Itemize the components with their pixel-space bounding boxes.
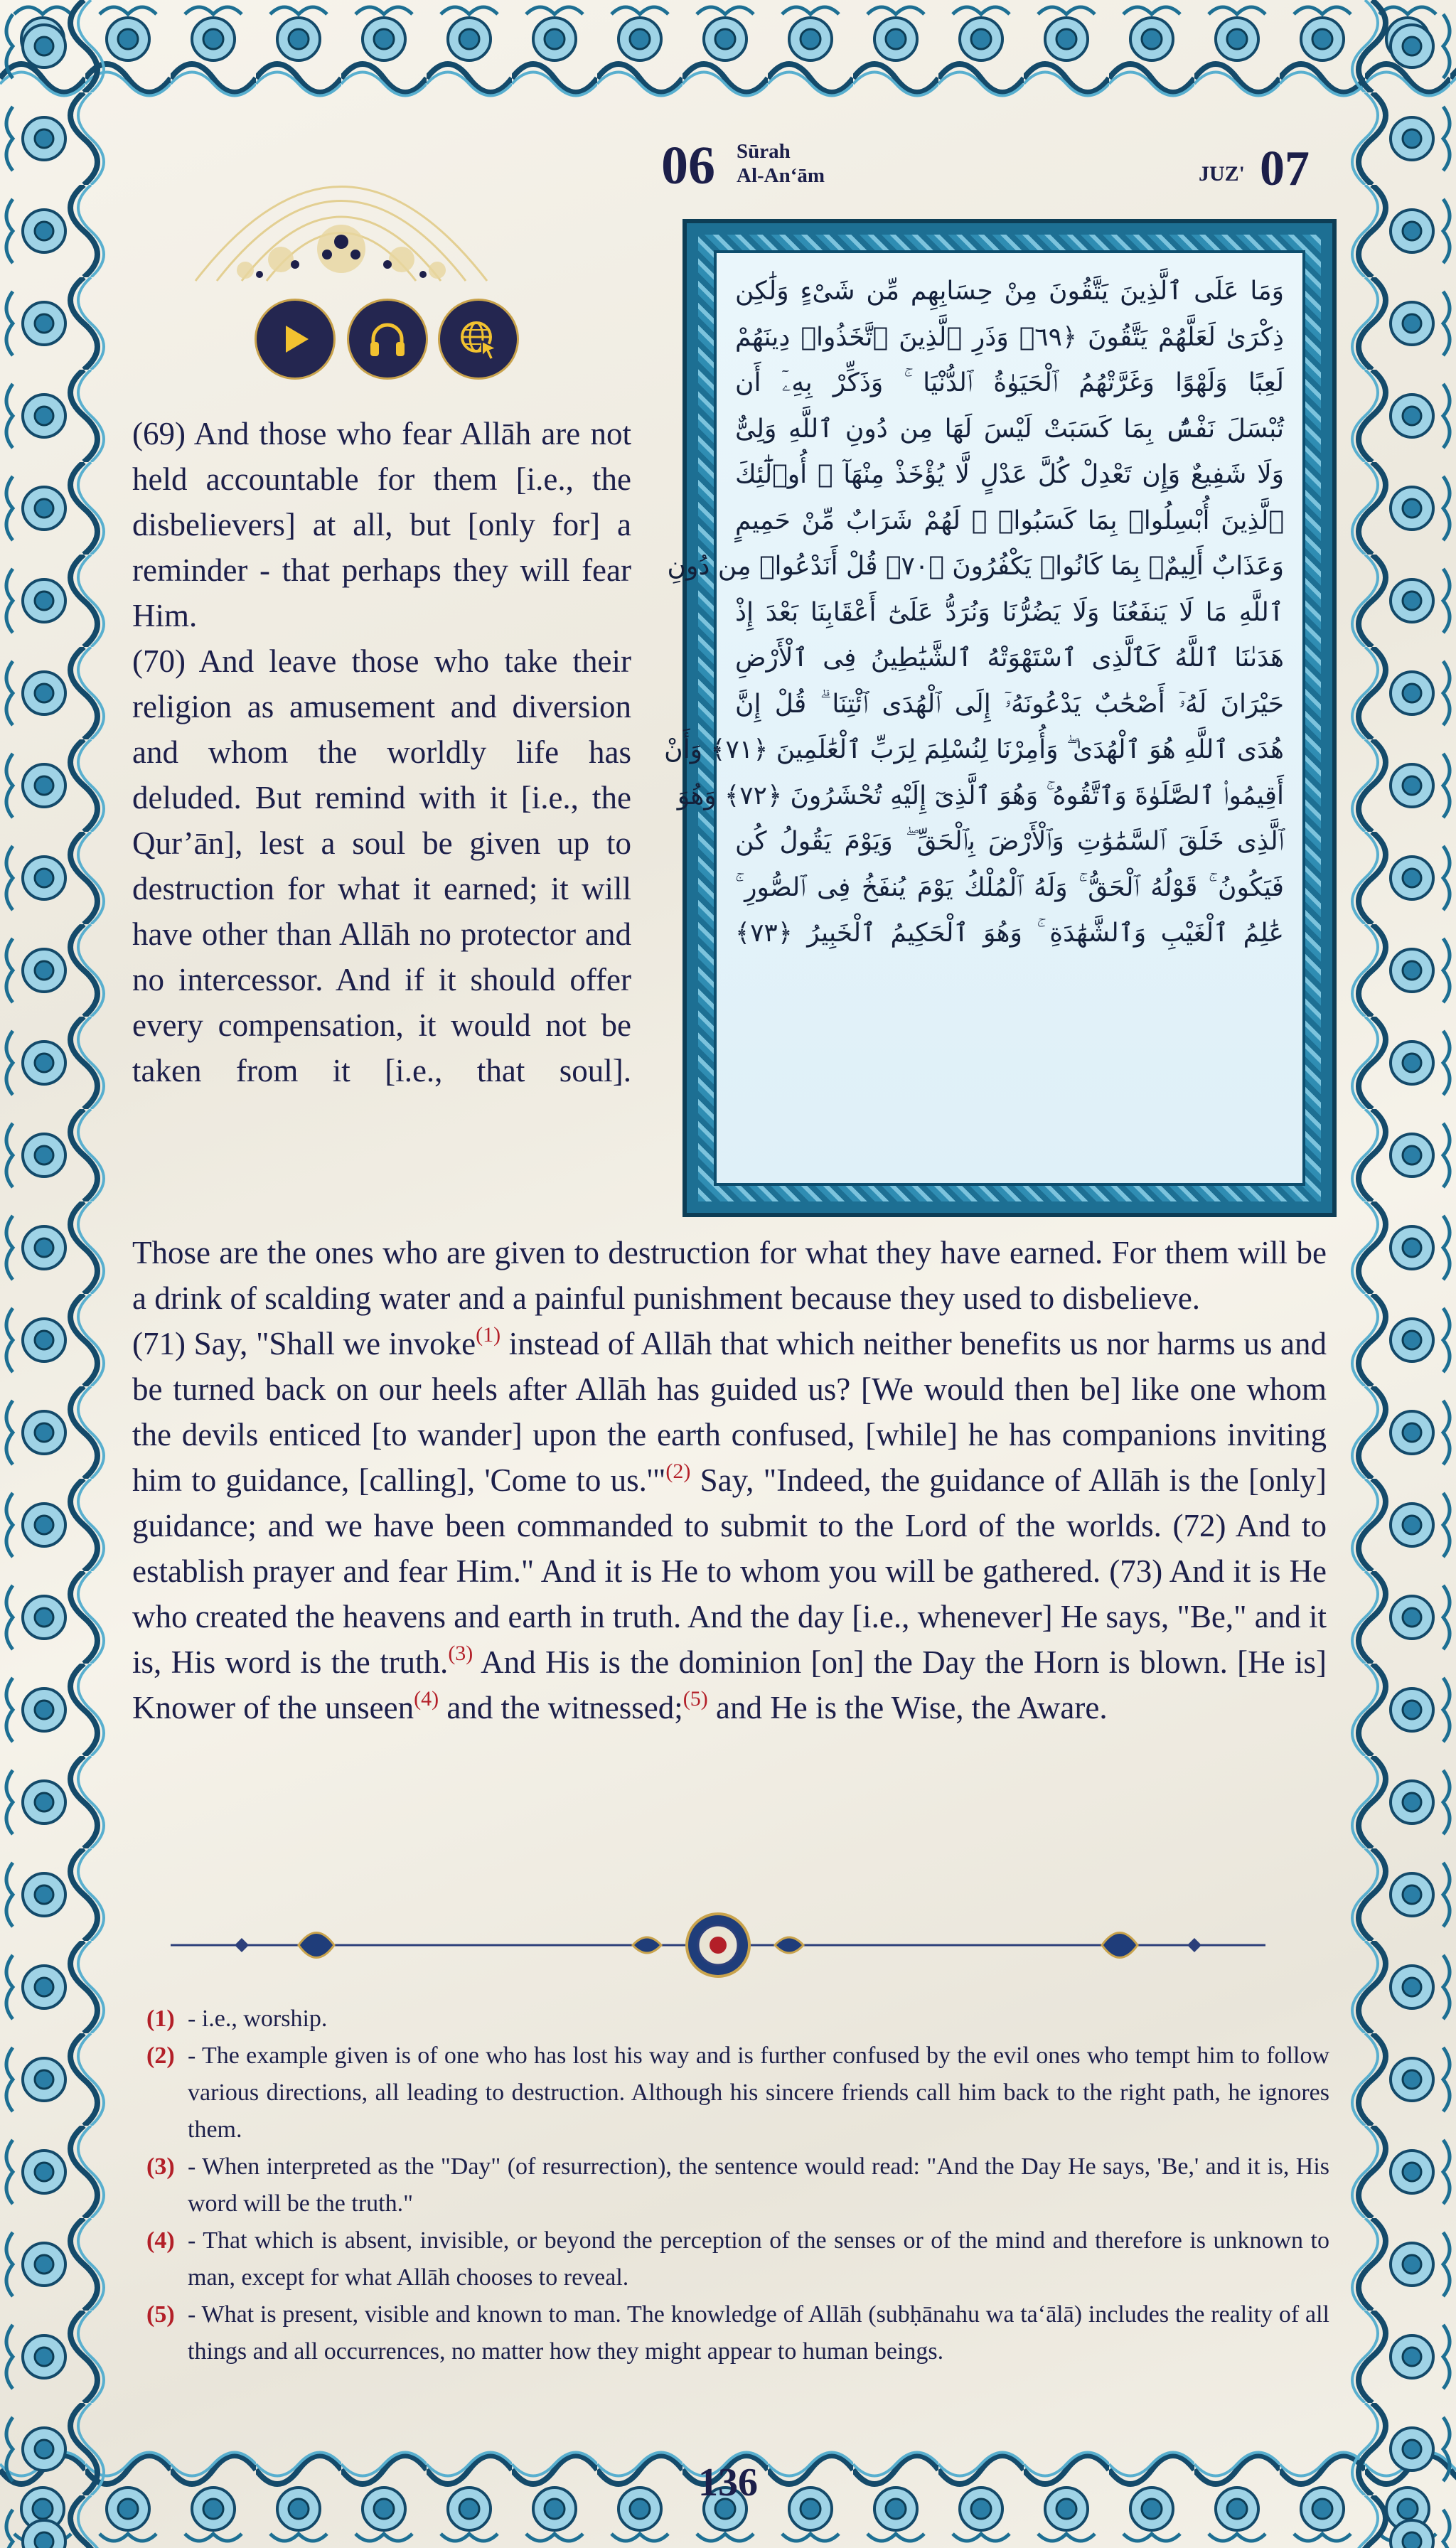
footnote-ref-3[interactable]: (3) [448, 1642, 473, 1665]
footnote-text: - i.e., worship. [188, 2006, 328, 2032]
footnote-4 [146, 2222, 1329, 2296]
headphones-icon [366, 318, 409, 360]
footnote-1 [146, 2001, 1329, 2038]
arabic-line: وَلَا شَفِيعٌ وَإِن تَعْدِلْ كُلَّ عَدْلٍ لَّا يُؤْخَذْ مِنْهَآ ۗ أُو۟لَٰٓئِكَ [735, 460, 1284, 489]
footnote-5 [146, 2296, 1329, 2370]
footnote-2 [146, 2038, 1329, 2148]
surah-number: 06 [661, 136, 715, 196]
footnote-text: - When interpreted as the "Day" (of resurrection), the sentence would read: "And the Day He says, 'Be,' and it is, His word will be the truth." [188, 2153, 1329, 2217]
footnote-ref-4[interactable]: (4) [414, 1687, 439, 1711]
verse-71-73-part: Say, "Indeed, the guidance of Allāh is the [only] guidance; and we have been commanded to submit to the Lord of the worlds. (72) And to establish prayer and fear Him." And it is He to whom you will be gathered. (73) And it is He who created the heavens and earth in truth. And the day [i.e., whenever] He says, "Be," and it is, His word is the truth. [132, 1462, 1327, 1680]
verse-71-part: instead of Allāh that which neither benefits us nor harms us and be turned back on our heels after Allāh has guided us? [We would then be] like one whom the devils enticed [to wander] upon the earth confused, [while] he has companions inviting him to guidance, [calling], 'Come to us.'" [132, 1326, 1327, 1498]
verse-71-part: (71) Say, "Shall we invoke [132, 1326, 476, 1361]
footnote-marker: (5) [146, 2301, 175, 2328]
play-button[interactable] [255, 299, 336, 380]
surah-title [737, 139, 825, 188]
arabic-panel-border [664, 235, 1321, 1201]
ornamental-border-right [1342, 0, 1456, 2548]
footnote-marker: (1) [146, 2006, 175, 2032]
arabic-text-panel [664, 219, 1337, 1217]
surah-name: Al-An‘ām [737, 164, 825, 187]
juz-number: 07 [1260, 141, 1310, 196]
verse-71-73-text [132, 1321, 1327, 1730]
footnote-ref-2[interactable]: (2) [665, 1460, 691, 1483]
verse-70-end-text: Those are the ones who are given to destruction for what they have earned. For them will be a drink of scalding water and a painful punishment because they used to disbelieve. [132, 1235, 1327, 1316]
footnotes [146, 2001, 1329, 2370]
footnote-3 [146, 2148, 1329, 2222]
surah-word: Sūrah [737, 140, 791, 163]
footnote-ref-1[interactable]: (1) [476, 1323, 501, 1347]
play-icon [276, 320, 314, 358]
footnote-marker: (2) [146, 2043, 175, 2069]
juz-label: JUZ' [1199, 162, 1246, 186]
page-number: 136 [698, 2461, 758, 2505]
arabic-line: ذِكْرَىٰ لَعَلَّهُمْ يَتَّقُونَ ﴿٦٩﴾ وَذَرِ ٱلَّذِينَ ٱتَّخَذُوا۟ دِينَهُمْ [735, 322, 1284, 352]
verse-69-text: (69) And those who fear Allāh are not held accountable for them [i.e., the disbelievers] at all, but [only for] a reminder - that perhaps they will fear Him. [132, 416, 631, 633]
ornamental-border-left [0, 0, 114, 2548]
verse-73-part: and He is the Wise, the Aware. [707, 1690, 1108, 1725]
ornamental-border-top [0, 0, 1456, 107]
arabic-line: تُبْسَلَ نَفْسٌۢ بِمَا كَسَبَتْ لَيْسَ لَهَا مِن دُونِ ٱللَّهِ وَلِىٌّ [735, 414, 1284, 444]
arabic-line: ٱللَّهِ مَا لَا يَنفَعُنَا وَلَا يَضُرُّنَا وَنُرَدُّ عَلَىٰٓ أَعْقَابِنَا بَعْدَ إِذْ [735, 597, 1284, 627]
arabic-line: أَقِيمُوا۟ ٱلصَّلَوٰةَ وَٱتَّقُوهُ ۚ وَهُوَ ٱلَّذِىٓ إِلَيْهِ تُحْشَرُونَ ﴿٧٢﴾ وَهُوَ [677, 781, 1284, 810]
translation-column [132, 411, 631, 1093]
arabic-line: عَٰلِمُ ٱلْغَيْبِ وَٱلشَّهَٰدَةِ ۚ وَهُوَ ٱلْحَكِيمُ ٱلْخَبِيرُ ﴿٧٣﴾ [735, 919, 1284, 948]
arabic-text-box [664, 250, 1305, 1186]
verse-73-part: and the witnessed; [439, 1690, 683, 1725]
footnote-marker: (4) [146, 2227, 175, 2254]
arabic-line: ٱلَّذِى خَلَقَ ٱلسَّمَٰوَٰتِ وَٱلْأَرْضَ بِٱلْحَقِّ ۖ وَيَوْمَ يَقُولُ كُن [735, 827, 1284, 856]
audio-button[interactable] [347, 299, 428, 380]
arabic-line: وَمَا عَلَى ٱلَّذِينَ يَتَّقُونَ مِنْ حِسَابِهِم مِّن شَىْءٍ وَلَٰكِن [735, 277, 1284, 306]
arabic-line: حَيْرَانَ لَهُۥٓ أَصْحَٰبٌ يَدْعُونَهُۥٓ إِلَى ٱلْهُدَى ٱئْتِنَا ۗ قُلْ إِنَّ [735, 689, 1284, 719]
website-button[interactable] [438, 299, 519, 380]
footnote-text: - What is present, visible and known to man. The knowledge of Allāh (subḥānahu wa ta‘ālā) includes the reality of all things and all occurrences, no matter how they might appear to human beings. [188, 2301, 1329, 2365]
arabic-line: لَعِبًا وَلَهْوًا وَغَرَّتْهُمُ ٱلْحَيَوٰةُ ٱلدُّنْيَا ۚ وَذَكِّرْ بِهِۦٓ أَن [735, 368, 1284, 397]
footnote-ref-5[interactable]: (5) [682, 1687, 708, 1711]
globe-cursor-icon [456, 317, 500, 361]
arabic-line: وَعَذَابٌ أَلِيمٌۢ بِمَا كَانُوا۟ يَكْفُرُونَ ﴿٧٠﴾ قُلْ أَنَدْعُوا۟ مِن دُونِ [667, 552, 1284, 581]
verse-70-text: (70) And leave those who take their religion as amusement and diversion and whom the worldly life has deluded. But remind with it [i.e., the Qur’ān], lest a soul be given up to destruction for what it earned; it will have other than Allāh no protector and no intercessor. And if it should offer every compensation, it would not be taken from it [i.e., that soul]. [132, 643, 631, 1088]
arabic-line: ٱلَّذِينَ أُبْسِلُوا۟ بِمَا كَسَبُوا۟ ۖ لَهُمْ شَرَابٌ مِّنْ حَمِيمٍ [735, 505, 1284, 535]
footnote-text: - The example given is of one who has lost his way and is further confused by the evil ones who tempt him to follow various directions, all leading to destruction. Although his sincere friends call him back to the right path, he ignores them. [188, 2043, 1329, 2143]
ornamental-divider [164, 1910, 1273, 1981]
arabic-line: هُدَى ٱللَّهِ هُوَ ٱلْهُدَىٰ ۖ وَأُمِرْنَا لِنُسْلِمَ لِرَبِّ ٱلْعَٰلَمِينَ ﴿٧١﴾ وَأَنْ [664, 735, 1284, 764]
footnote-marker: (3) [146, 2153, 175, 2180]
arabic-line: هَدَىٰنَا ٱللَّهُ كَٱلَّذِى ٱسْتَهْوَتْهُ ٱلشَّيَٰطِينُ فِى ٱلْأَرْضِ [735, 643, 1284, 673]
footnote-text: - That which is absent, invisible, or beyond the perception of the senses or of the mind and therefore is unknown to man, except for what Allāh chooses to reveal. [188, 2227, 1329, 2291]
verse-73-part: And His is the dominion [on] the Day the Horn is blown. [He is] Knower of the unseen [132, 1644, 1327, 1725]
translation-continued [132, 1230, 1327, 1730]
arabic-line: فَيَكُونُ ۚ قَوْلُهُ ٱلْحَقُّ ۚ وَلَهُ ٱلْمُلْكُ يَوْمَ يُنفَخُ فِى ٱلصُّورِ ۚ [735, 872, 1284, 902]
mandala-ornament-icon [188, 135, 494, 284]
